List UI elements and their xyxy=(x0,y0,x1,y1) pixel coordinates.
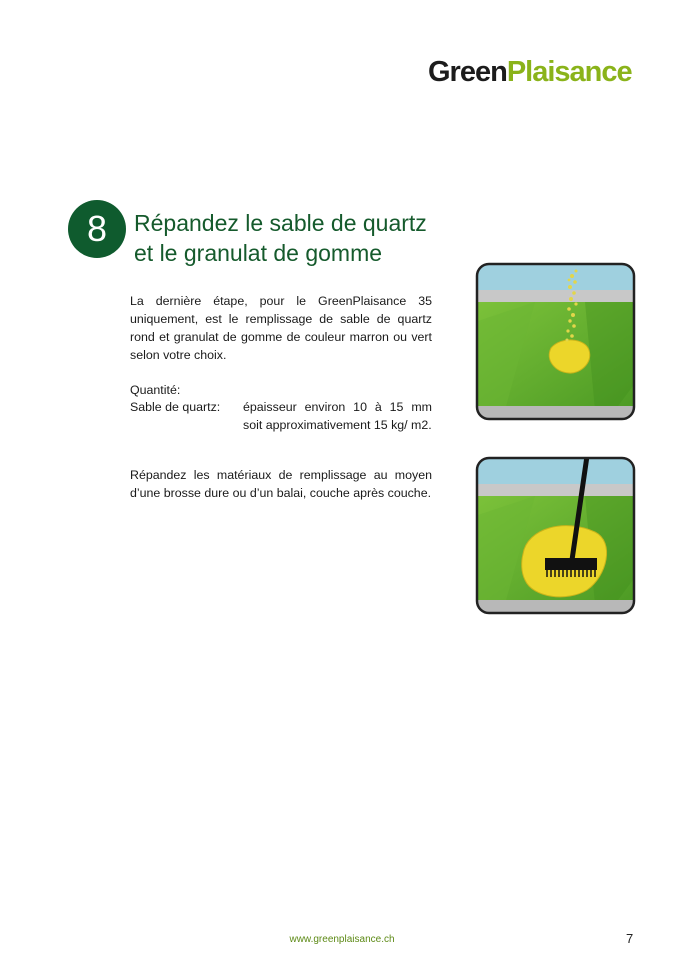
quantity-label: Quantité: xyxy=(130,383,181,397)
brushing-illustration xyxy=(475,456,636,615)
sand-pouring-illustration xyxy=(475,262,636,421)
step-title xyxy=(134,208,454,268)
step-title-line2: et le granulat de gomme xyxy=(134,240,383,266)
brand-logo xyxy=(428,56,632,89)
step-number-badge: 8 xyxy=(68,200,126,258)
intro-paragraph: La dernière étape, pour le GreenPlaisance 35 uniquement, est le remplissage de sable de quartz rond et granulat de gomme de couleur marron ou vert selon votre choix. xyxy=(130,294,432,362)
quantity-item-name: Sable de quartz: xyxy=(130,400,221,414)
instructions-paragraph: Répandez les matériaux de remplissage au moyen d’une brosse dure ou d’un balai, couche après couche. xyxy=(130,468,432,500)
quantity-item-value: épaisseur environ 10 à 15 mm soit approximativement 15 kg/ m2. xyxy=(243,400,432,432)
brand-logo-part2: Plaisance xyxy=(506,56,632,88)
footer-website-link[interactable]: www.greenplaisance.ch xyxy=(289,934,395,945)
step-title-line1: Répandez le sable de quartz xyxy=(134,210,427,236)
page-number: 7 xyxy=(626,931,634,946)
brand-logo-part1: Green xyxy=(428,56,507,88)
